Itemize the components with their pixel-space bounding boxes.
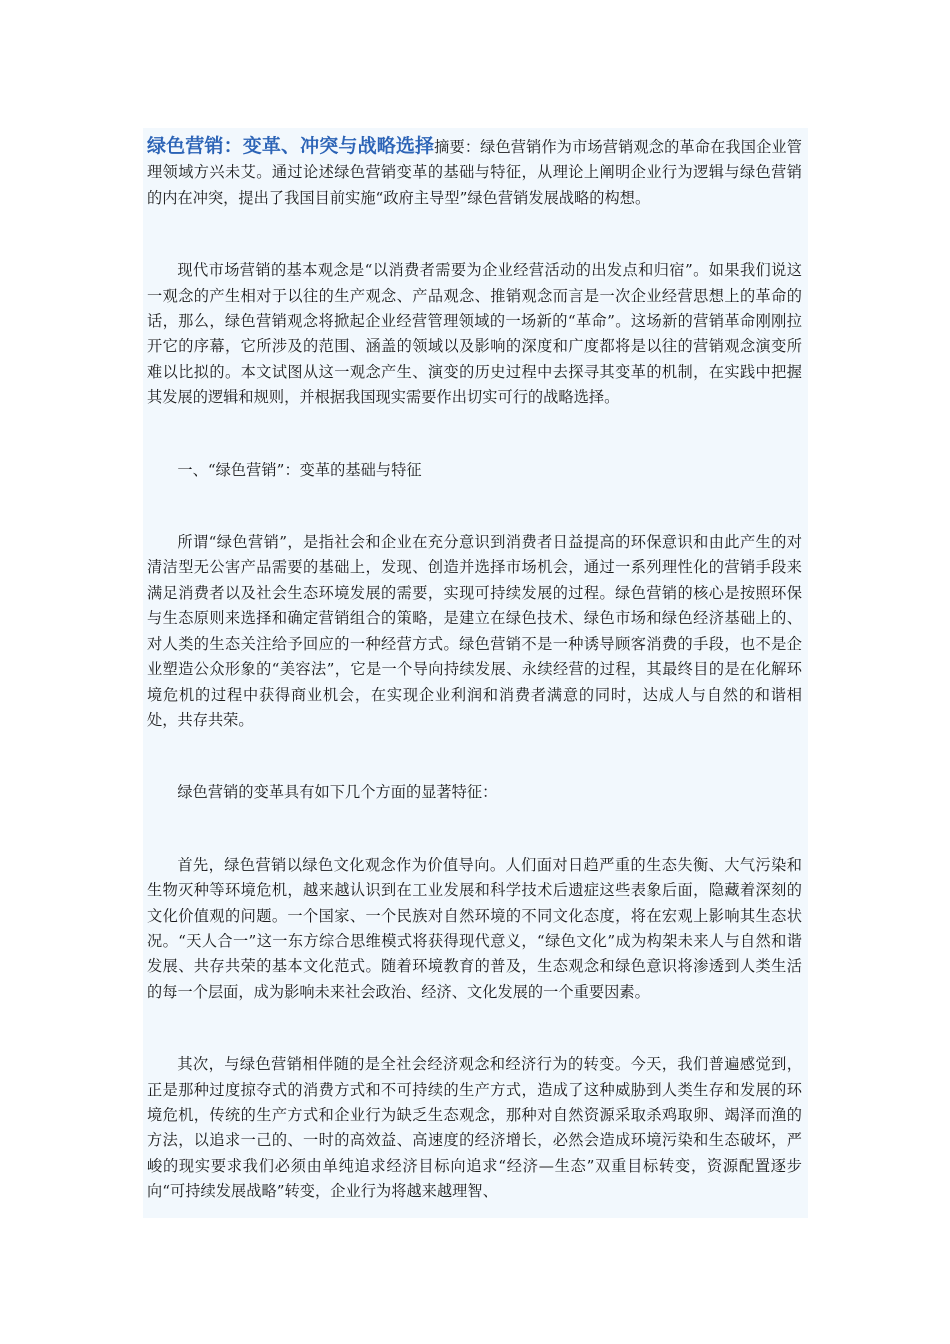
title-abstract-paragraph bbox=[147, 134, 802, 211]
paragraph-gap bbox=[147, 211, 802, 258]
paragraph-gap bbox=[147, 733, 802, 780]
article-title: 绿色营销：变革、冲突与战略选择 bbox=[147, 135, 435, 157]
paragraph-gap bbox=[147, 411, 802, 458]
body-paragraph: 其次，与绿色营销相伴随的是全社会经济观念和经济行为的转变。今天，我们普遍感觉到，正是那种过度掠夺式的消费方式和不可持续的生产方式，造成了这种威胁到人类生存和发展的环境危机，传统的生产方式和企业行为缺乏生态观念，那种对自然资源采取杀鸡取卵、竭泽而渔的方法，以追求一己的、一时的高效益、高速度的经济增长，必然会造成环境污染和生态破坏，严峻的现实要求我们必须由单纯追求经济目标向追求“经济—生态”双重目标转变，资源配置逐步向“可持续发展战略”转变，企业行为将越来越理智、 bbox=[147, 1055, 802, 1201]
paragraph-gap bbox=[147, 806, 802, 853]
paragraph-gap bbox=[147, 483, 802, 530]
article-body bbox=[143, 128, 808, 1218]
paragraph-gap bbox=[147, 1005, 802, 1052]
body-paragraph: 绿色营销的变革具有如下几个方面的显著特征： bbox=[177, 783, 498, 802]
body-paragraph: 首先，绿色营销以绿色文化观念作为价值导向。人们面对日趋严重的生态失衡、大气污染和生物灭种等环境危机，越来越认识到在工业发展和科学技术后遗症这些表象后面，隐藏着深刻的文化价值观的问题。一个国家、一个民族对自然环境的不同文化态度，将在宏观上影响其生态状况。“天人合一”这一东方综合思维模式将获得现代意义，“绿色文化”成为构架未来人与自然和谐发展、共存共荣的基本文化范式。随着环境教育的普及，生态观念和绿色意识将渗透到人类生活的每一个层面，成为影响未来社会政治、经济、文化发展的一个重要因素。 bbox=[147, 855, 802, 1001]
body-paragraph: 现代市场营销的基本观念是“以消费者需要为企业经营活动的出发点和归宿”。如果我们说这一观念的产生相对于以往的生产观念、产品观念、推销观念而言是一次企业经营思想上的革命的话，那么，绿色营销观念将掀起企业经营管理领域的一场新的“革命”。这场新的营销革命刚刚拉开它的序幕，它所涉及的范围、涵盖的领域以及影响的深度和广度都将是以往的营销观念演变所难以比拟的。本文试图从这一观念产生、演变的历史过程中去探寻其变革的机制，在实践中把握其发展的逻辑和规则，并根据我国现实需要作出切实可行的战略选择。 bbox=[147, 261, 802, 407]
body-paragraph: 所谓“绿色营销”，是指社会和企业在充分意识到消费者日益提高的环保意识和由此产生的对清洁型无公害产品需要的基础上，发现、创造并选择市场机会，通过一系列理性化的营销手段来满足消费者以及社会生态环境发展的需要，实现可持续发展的过程。绿色营销的核心是按照环保与生态原则来选择和确定营销组合的策略，是建立在绿色技术、绿色市场和绿色经济基础上的、对人类的生态关注给予回应的一种经营方式。绿色营销不是一种诱导顾客消费的手段，也不是企业塑造公众形象的“美容法”，它是一个导向持续发展、永续经营的过程，其最终目的是在化解环境危机的过程中获得商业机会，在实现企业利润和消费者满意的同时，达成人与自然的和谐相处，共存共荣。 bbox=[147, 533, 802, 729]
section-heading: 一、“绿色营销”：变革的基础与特征 bbox=[177, 460, 422, 479]
abstract-text: 摘要：绿色营销作为市场营销观念的革命在我国企业管理领域方兴未艾。通过论述绿色营销变革的基础与特征，从理论上阐明企业行为逻辑与绿色营销的内在冲突，提出了我国目前实施“政府主导型”绿色营销发展战略的构想。 bbox=[147, 138, 802, 207]
